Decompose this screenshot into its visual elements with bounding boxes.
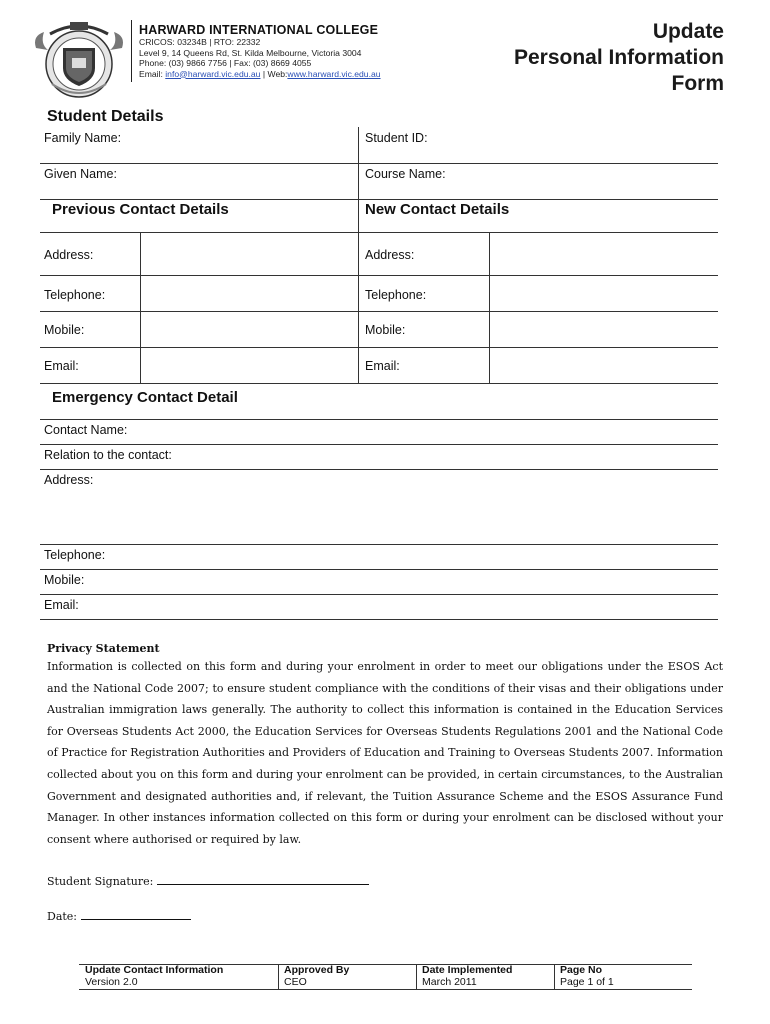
rule-emergency-mobile xyxy=(40,594,718,595)
rule-telephone xyxy=(40,311,718,312)
previous-contact-heading: Previous Contact Details xyxy=(52,201,229,218)
email-link[interactable]: info@harward.vic.edu.au xyxy=(165,68,261,79)
college-contact-line xyxy=(139,69,381,80)
date-row xyxy=(47,910,191,923)
student-details-heading: Student Details xyxy=(47,108,164,125)
web-separator: | xyxy=(260,68,268,79)
rule-email xyxy=(40,383,718,384)
new-address-label: Address: xyxy=(365,248,415,262)
header-divider xyxy=(131,20,132,82)
footer-document-heading: Update Contact Information xyxy=(85,964,224,976)
college-phone: Phone: (03) 9866 7756 | Fax: (03) 8669 4055 xyxy=(139,58,312,68)
family-name-label: Family Name: xyxy=(44,131,122,145)
cricos-line: CRICOS: 03234B | RTO: 22332 xyxy=(139,37,261,47)
footer-divider-1 xyxy=(278,964,279,989)
student-signature-label: Student Signature: xyxy=(47,875,154,888)
college-name: HARWARD INTERNATIONAL COLLEGE xyxy=(139,23,379,37)
student-id-label: Student ID: xyxy=(365,131,428,145)
email-label: Email: xyxy=(139,68,166,79)
prev-email-label: Email: xyxy=(44,359,79,373)
course-name-label: Course Name: xyxy=(365,167,446,181)
footer-divider-3 xyxy=(554,964,555,989)
footer-page-heading: Page No xyxy=(560,964,603,976)
rule-mobile xyxy=(40,347,718,348)
new-telephone-label: Telephone: xyxy=(365,288,427,302)
emergency-email-label: Email: xyxy=(44,598,79,612)
given-name-label: Given Name: xyxy=(44,167,117,181)
rule-relation xyxy=(40,469,718,470)
footer-version: Version 2.0 xyxy=(85,975,138,988)
privacy-heading: Privacy Statement xyxy=(47,642,160,655)
form-title-line-3: Form xyxy=(671,72,724,95)
rule-contact-name xyxy=(40,444,718,445)
contact-center-divider xyxy=(358,199,359,383)
emergency-relation-label: Relation to the contact: xyxy=(44,448,172,462)
rule-emergency-telephone xyxy=(40,569,718,570)
footer-approved-cell xyxy=(284,965,349,988)
rule-contact-heading xyxy=(40,232,718,233)
prev-mobile-label: Mobile: xyxy=(44,323,85,337)
emergency-telephone-label: Telephone: xyxy=(44,548,106,562)
prev-telephone-label: Telephone: xyxy=(44,288,106,302)
footer-divider-2 xyxy=(416,964,417,989)
signature-row xyxy=(47,875,369,888)
emergency-mobile-label: Mobile: xyxy=(44,573,85,587)
web-label: Web: xyxy=(267,68,288,79)
rule-emergency-address xyxy=(40,544,718,545)
form-title-line-2: Personal Information xyxy=(513,46,724,69)
rule-emergency-heading xyxy=(40,419,718,420)
college-crest-logo xyxy=(30,18,128,100)
rule-given-name xyxy=(40,199,718,200)
rule-family-name xyxy=(40,163,718,164)
emergency-address-label: Address: xyxy=(44,473,94,487)
footer-approved-heading: Approved By xyxy=(284,964,350,976)
new-contact-heading: New Contact Details xyxy=(365,201,510,218)
privacy-statement: Information is collected on this form and during your enrolment in order to meet our obligations under the ESOS Act and the National Code 2007; to ensure student compliance with the conditions of their visas and their obligations under Australian immigration laws generally. The authority to collect this information is contained in the Education Services for Overseas Students Act 2000, the Education Services for Overseas Students Regulations 2001 and the National Code of Practice for Registration Authorities and Providers of Education and Training to Overseas Students 2007. Information collected about you on this form and during your enrolment can be provided, in certain circumstances, to the Australian Government and designated authorities and, if relevant, the Tuition Assurance Scheme and the ESOS Assurance Fund Manager. In other instances information collected on this form or during your enrolment can be disclosed without your consent where authorised or required by law. xyxy=(47,660,723,846)
prev-address-label: Address: xyxy=(44,248,94,262)
footer-date-heading: Date Implemented xyxy=(422,964,513,976)
footer-bottom-rule xyxy=(79,989,692,990)
web-link[interactable]: www.harward.vic.edu.au xyxy=(287,68,381,79)
college-address: Level 9, 14 Queens Rd, St. Kilda Melbourne, Victoria 3004 xyxy=(139,47,362,58)
rule-address xyxy=(40,275,718,276)
form-title-line-1: Update xyxy=(652,20,724,43)
prev-contact-label-divider xyxy=(140,232,141,383)
date-line[interactable] xyxy=(81,919,191,920)
emergency-heading: Emergency Contact Detail xyxy=(52,389,238,406)
student-signature-line[interactable] xyxy=(157,884,369,885)
date-label: Date: xyxy=(47,910,78,923)
footer-date-cell xyxy=(422,965,512,988)
footer-document-cell xyxy=(85,965,223,988)
new-email-label: Email: xyxy=(365,359,400,373)
footer-approved-value: CEO xyxy=(284,975,307,988)
rule-emergency-email xyxy=(40,619,718,620)
form-title xyxy=(514,19,724,97)
footer-date-value: March 2011 xyxy=(422,975,477,988)
emergency-contact-name-label: Contact Name: xyxy=(44,423,128,437)
footer-page-cell xyxy=(560,965,614,988)
new-mobile-label: Mobile: xyxy=(365,323,406,337)
footer-page-value: Page 1 of 1 xyxy=(560,975,614,988)
new-contact-label-divider xyxy=(489,232,490,383)
